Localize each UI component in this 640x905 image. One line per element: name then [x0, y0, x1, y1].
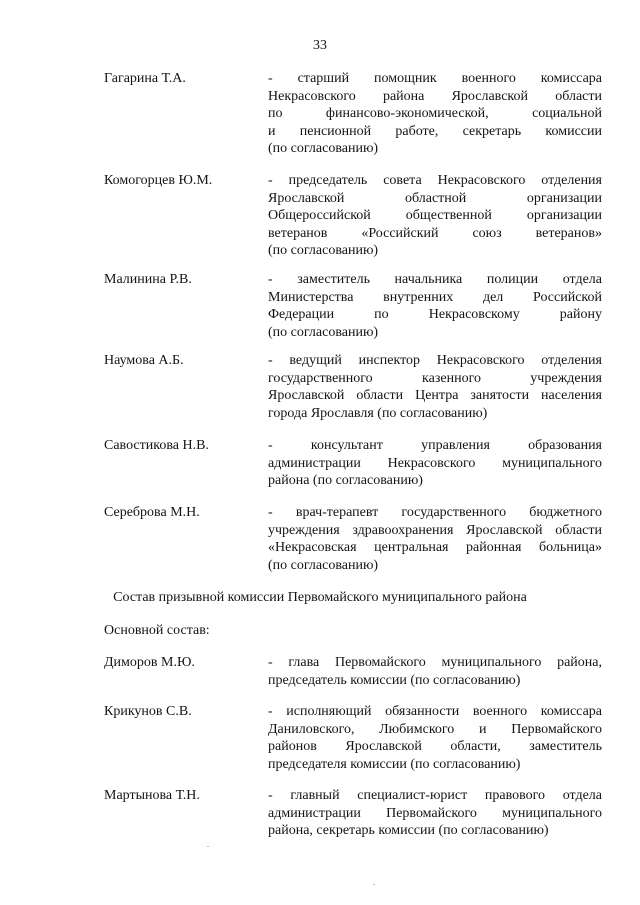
position-line: Федерации по Некрасовскому району: [268, 307, 602, 322]
page-number: 33: [313, 38, 327, 53]
position-line: и пенсионной работе, секретарь комиссии: [268, 123, 602, 139]
position-line: - консультант управления образования: [268, 438, 602, 453]
position-line: - главный специалист-юрист правового отдела: [268, 788, 602, 803]
position-line: председатель комиссии (по согласованию): [268, 672, 521, 688]
member-position: [268, 271, 602, 341]
member-name: Малинина Р.В.: [104, 272, 192, 287]
member-position: [268, 172, 602, 260]
position-line: администрации Первомайского муниципального: [268, 805, 602, 821]
position-line: учреждения здравоохранения Ярославской области: [268, 522, 602, 538]
member-position: [268, 504, 602, 574]
member-position: [268, 703, 602, 773]
position-line: - старший помощник военного комиссара: [268, 71, 602, 86]
position-line: районов Ярославской области, заместитель: [268, 739, 602, 754]
position-line: по финансово-экономической, социальной: [268, 106, 602, 121]
position-line: - заместитель начальника полиции отдела: [268, 272, 602, 287]
position-line: (по согласованию): [268, 324, 379, 340]
member-position: [268, 654, 602, 689]
position-line: - глава Первомайского муниципального района,: [268, 655, 602, 670]
position-line: Министерства внутренних дел Российской: [268, 289, 602, 305]
member-position: [268, 352, 602, 422]
position-line: Даниловского, Любимского и Первомайского: [268, 721, 602, 737]
member-name: Диморов М.Ю.: [104, 655, 195, 670]
position-line: Общероссийской общественной организации: [268, 208, 602, 223]
position-line: города Ярославля (по согласованию): [268, 405, 488, 421]
position-line: «Некрасовская центральная районная больница»: [268, 540, 602, 555]
member-name: Наумова А.Б.: [104, 353, 184, 368]
scan-speck: [207, 846, 209, 847]
member-name: Крикунов С.В.: [104, 704, 192, 719]
position-line: Ярославской областной организации: [268, 190, 602, 206]
subsection-label: Основной состав:: [104, 623, 210, 638]
member-name: Сереброва М.Н.: [104, 505, 200, 520]
member-name: Мартынова Т.Н.: [104, 788, 200, 803]
position-line: ветеранов «Российский союз ветеранов»: [268, 225, 602, 241]
position-line: государственного казенного учреждения: [268, 370, 602, 386]
position-line: (по согласованию): [268, 243, 379, 258]
position-line: председателя комиссии (по согласованию): [268, 756, 521, 772]
position-line: Ярославской области Центра занятости населения: [268, 388, 602, 403]
member-position: [268, 437, 602, 490]
member-name: Савостикова Н.В.: [104, 438, 209, 453]
member-name: Комогорцев Ю.М.: [104, 173, 213, 188]
position-line: района, секретарь комиссии (по согласованию): [268, 823, 549, 838]
scan-speck: [373, 884, 375, 885]
position-line: администрации Некрасовского муниципального: [268, 455, 602, 471]
member-position: [268, 787, 602, 840]
position-line: района (по согласованию): [268, 473, 423, 488]
position-line: - ведущий инспектор Некрасовского отделения: [268, 353, 602, 368]
position-line: (по согласованию): [268, 557, 379, 573]
position-line: Некрасовского района Ярославской области: [268, 88, 602, 104]
position-line: - исполняющий обязанности военного комиссара: [268, 704, 602, 719]
position-line: - врач-терапевт государственного бюджетного: [268, 505, 602, 520]
position-line: - председатель совета Некрасовского отделения: [268, 173, 602, 188]
position-line: (по согласованию): [268, 141, 379, 156]
member-position: [268, 70, 602, 158]
member-name: Гагарина Т.А.: [104, 71, 186, 86]
section-heading: Состав призывной комиссии Первомайского муниципального района: [113, 590, 527, 605]
